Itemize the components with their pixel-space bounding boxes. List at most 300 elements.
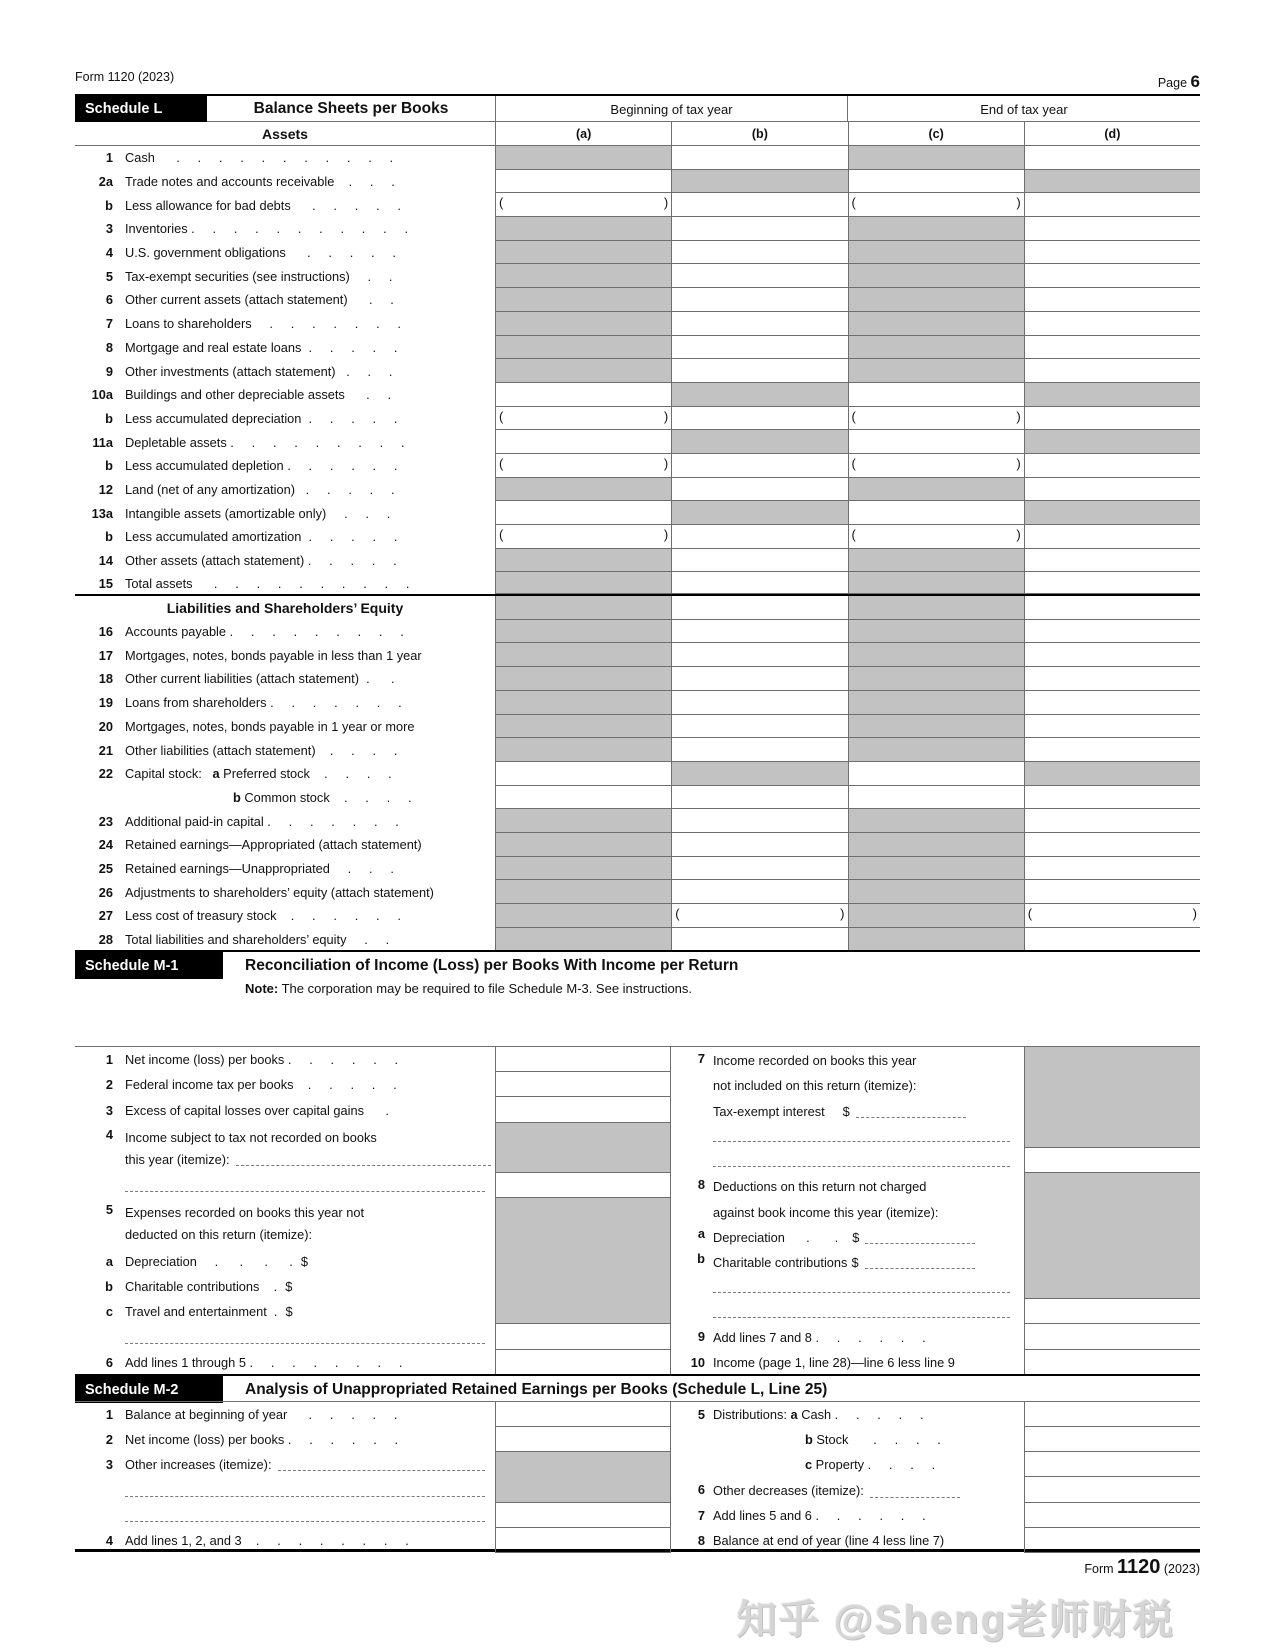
entry-cell[interactable] bbox=[1024, 880, 1200, 904]
entry-cell[interactable] bbox=[671, 217, 847, 241]
entry-cell[interactable] bbox=[848, 430, 1024, 454]
m2-line5b-entry[interactable] bbox=[1024, 1427, 1200, 1452]
m2-left-entry[interactable] bbox=[495, 1503, 671, 1528]
row-label-text: Less accumulated depletion . . . . . . bbox=[125, 458, 398, 474]
entry-cell[interactable]: ( ) bbox=[495, 407, 671, 431]
form-header-label: Form 1120 (2023) bbox=[75, 70, 175, 84]
entry-cell[interactable] bbox=[1024, 336, 1200, 360]
entry-cell[interactable] bbox=[495, 170, 671, 194]
schedule-l-row bbox=[75, 193, 1200, 217]
shaded-cell bbox=[495, 478, 671, 502]
schedule-l-row bbox=[75, 549, 1200, 573]
entry-cell[interactable] bbox=[671, 596, 847, 620]
row-number: 5 bbox=[105, 268, 113, 284]
row-label-text: Mortgages, notes, bonds payable in 1 year or more bbox=[125, 718, 415, 734]
shaded-cell bbox=[495, 146, 671, 170]
shaded-cell bbox=[495, 904, 671, 928]
m1-right-write-line-2[interactable] bbox=[713, 1148, 1024, 1173]
entry-cell[interactable]: ( ) bbox=[495, 193, 671, 217]
entry-cell[interactable] bbox=[1024, 312, 1200, 336]
schedule-l-row bbox=[75, 928, 1200, 952]
schedule-l-row bbox=[75, 336, 1200, 360]
shaded-cell bbox=[495, 809, 671, 833]
liabilities-section-header: Liabilities and Shareholders’ Equity bbox=[166, 599, 404, 616]
m2-line8-entry[interactable] bbox=[1024, 1528, 1200, 1553]
m1-line5-shaded-cell bbox=[495, 1198, 671, 1324]
row-label bbox=[75, 383, 495, 407]
row-label-text: Cash . . . . . . . . . . . bbox=[125, 150, 394, 166]
shaded-cell bbox=[671, 383, 847, 407]
shaded-cell bbox=[848, 857, 1024, 881]
shaded-cell bbox=[495, 928, 671, 952]
row-label bbox=[75, 146, 495, 170]
entry-cell[interactable] bbox=[671, 312, 847, 336]
row-label-text: Adjustments to shareholders’ equity (attach statement) bbox=[125, 884, 434, 900]
shaded-cell bbox=[671, 170, 847, 194]
m2-line6-number: 6 bbox=[697, 1482, 705, 1498]
entry-cell[interactable] bbox=[671, 478, 847, 502]
entry-cell[interactable] bbox=[1024, 857, 1200, 881]
m1-line7-label-2: not included on this return (itemize): bbox=[713, 1078, 917, 1094]
shaded-cell bbox=[495, 833, 671, 857]
row-number: 7 bbox=[105, 316, 113, 332]
m2-line5-number: 5 bbox=[697, 1407, 705, 1422]
schedule-l-row bbox=[75, 667, 1200, 691]
row-number: b bbox=[105, 197, 113, 213]
row-label bbox=[75, 786, 495, 810]
entry-cell[interactable] bbox=[1024, 549, 1200, 573]
schedule-l-row bbox=[75, 525, 1200, 549]
row-label bbox=[75, 501, 495, 525]
m2-left-write-line-1[interactable] bbox=[75, 1477, 495, 1502]
entry-cell[interactable] bbox=[671, 336, 847, 360]
m2-line7-number: 7 bbox=[697, 1507, 705, 1523]
m2-line5b-label: b Stock . . . . bbox=[805, 1432, 941, 1448]
entry-cell[interactable] bbox=[848, 383, 1024, 407]
m1-line6-label: 6 Add lines 1 through 5 . . . . . . . . bbox=[105, 1354, 403, 1370]
row-label-text: Mortgage and real estate loans . . . . . bbox=[125, 339, 398, 355]
entry-cell[interactable] bbox=[1024, 454, 1200, 478]
shaded-cell bbox=[495, 857, 671, 881]
entry-cell[interactable] bbox=[671, 643, 847, 667]
shaded-cell bbox=[848, 312, 1024, 336]
row-label bbox=[75, 454, 495, 478]
shaded-cell bbox=[1024, 383, 1200, 407]
m2-left-write-line-2[interactable] bbox=[75, 1503, 495, 1528]
schedule-l-row bbox=[75, 596, 1200, 620]
schedule-l-row bbox=[75, 715, 1200, 739]
entry-cell[interactable] bbox=[1024, 809, 1200, 833]
shaded-cell bbox=[848, 809, 1024, 833]
row-label-text: U.S. government obligations . . . . . bbox=[125, 245, 396, 261]
schedule-l-subheader-row bbox=[75, 122, 1200, 146]
row-label-text: b Common stock . . . . bbox=[233, 789, 412, 805]
schedule-l-body bbox=[75, 146, 1200, 951]
row-label bbox=[75, 904, 495, 928]
entry-cell[interactable] bbox=[671, 928, 847, 952]
entry-cell[interactable] bbox=[495, 762, 671, 786]
m1-line8-number: 8 bbox=[697, 1177, 705, 1193]
m1-line5c-label: c Travel and entertainment . $ bbox=[105, 1304, 293, 1320]
shaded-cell bbox=[848, 478, 1024, 502]
entry-cell[interactable] bbox=[1024, 146, 1200, 170]
m1-line8a-label: Depreciation . . $ bbox=[713, 1224, 1024, 1249]
row-number: 2a bbox=[98, 174, 113, 190]
schedule-l-row bbox=[75, 288, 1200, 312]
entry-cell[interactable] bbox=[848, 501, 1024, 525]
entry-cell[interactable]: ( ) bbox=[848, 454, 1024, 478]
entry-cell[interactable] bbox=[671, 407, 847, 431]
m2-line6-label: Other decreases (itemize): bbox=[713, 1477, 1024, 1502]
entry-cell[interactable] bbox=[1024, 193, 1200, 217]
m2-line8-label: Balance at end of year (line 4 less line 7) bbox=[713, 1532, 945, 1548]
m1-line5-label: 5 Expenses recorded on books this year not deducted on this return (itemize): bbox=[105, 1202, 365, 1243]
row-label bbox=[75, 525, 495, 549]
entry-cell[interactable] bbox=[1024, 572, 1200, 594]
schedule-l-title: Balance Sheets per Books bbox=[253, 100, 449, 117]
shaded-cell bbox=[848, 667, 1024, 691]
schedule-m1-badge: Schedule M-1 bbox=[75, 952, 223, 979]
entry-cell[interactable] bbox=[671, 620, 847, 644]
entry-cell[interactable] bbox=[671, 146, 847, 170]
note-label: Note: bbox=[245, 981, 279, 996]
entry-cell[interactable] bbox=[671, 715, 847, 739]
schedule-l-row bbox=[75, 241, 1200, 265]
m1-line9-label: Add lines 7 and 8 . . . . . . bbox=[713, 1329, 926, 1345]
shaded-cell bbox=[495, 359, 671, 383]
shaded-cell bbox=[495, 691, 671, 715]
entry-cell[interactable] bbox=[671, 241, 847, 265]
shaded-cell bbox=[848, 904, 1024, 928]
m1-left-write-line-2[interactable] bbox=[75, 1324, 495, 1349]
row-label bbox=[75, 336, 495, 360]
entry-cell[interactable] bbox=[671, 264, 847, 288]
entry-cell[interactable] bbox=[495, 430, 671, 454]
entry-cell[interactable] bbox=[1024, 620, 1200, 644]
assets-section-header: Assets bbox=[262, 126, 308, 142]
m2-line5a-entry[interactable] bbox=[1024, 1402, 1200, 1427]
shaded-cell bbox=[848, 336, 1024, 360]
row-label bbox=[75, 478, 495, 502]
column-header-d: (d) bbox=[1024, 122, 1200, 146]
shaded-cell bbox=[495, 880, 671, 904]
row-number: 14 bbox=[98, 553, 113, 569]
row-label-text: Loans from shareholders . . . . . . . bbox=[125, 695, 402, 711]
shaded-cell bbox=[848, 715, 1024, 739]
entry-cell[interactable] bbox=[848, 786, 1024, 810]
shaded-cell bbox=[848, 264, 1024, 288]
entry-cell[interactable] bbox=[671, 572, 847, 594]
schedule-m1-header-bar bbox=[75, 950, 1200, 977]
shaded-cell bbox=[848, 833, 1024, 857]
shaded-cell bbox=[495, 738, 671, 762]
row-number: 18 bbox=[98, 671, 113, 687]
row-number: b bbox=[105, 410, 113, 426]
shaded-cell bbox=[1024, 430, 1200, 454]
entry-cell[interactable] bbox=[495, 786, 671, 810]
entry-cell[interactable] bbox=[671, 549, 847, 573]
schedule-l-row bbox=[75, 264, 1200, 288]
m1-line9-number: 9 bbox=[697, 1329, 705, 1345]
schedule-l-row bbox=[75, 809, 1200, 833]
m1-line2-label: 2 Federal income tax per books . . . . . bbox=[105, 1077, 397, 1093]
page-header bbox=[75, 70, 1200, 92]
m2-line3-shaded-cell bbox=[495, 1452, 671, 1502]
shaded-cell bbox=[848, 596, 1024, 620]
row-label-text: Retained earnings—Unappropriated . . . bbox=[125, 860, 394, 876]
row-label bbox=[75, 620, 495, 644]
entry-cell[interactable] bbox=[671, 288, 847, 312]
row-label-text: Capital stock: a Preferred stock . . . . bbox=[125, 766, 392, 782]
row-label bbox=[75, 430, 495, 454]
entry-cell[interactable] bbox=[671, 525, 847, 549]
m1-right-entry[interactable] bbox=[1024, 1299, 1200, 1324]
m1-line8b-label: Charitable contributions $ bbox=[713, 1249, 1024, 1274]
row-label-text: Less allowance for bad debts . . . . . bbox=[125, 197, 401, 213]
row-number: 1 bbox=[105, 150, 113, 166]
shaded-cell bbox=[848, 572, 1024, 594]
entry-cell[interactable] bbox=[1024, 264, 1200, 288]
m1-line10-label: Income (page 1, line 28)—line 6 less line 9 bbox=[713, 1354, 955, 1370]
entry-cell[interactable]: ( ) bbox=[1024, 904, 1200, 928]
m1-line3-entry[interactable] bbox=[495, 1097, 671, 1122]
row-label bbox=[75, 833, 495, 857]
shaded-cell bbox=[495, 596, 671, 620]
entry-cell[interactable]: ( ) bbox=[848, 525, 1024, 549]
itemize-write-line[interactable] bbox=[278, 1470, 486, 1471]
watermark: 知乎 @Sheng老师财税 bbox=[736, 1598, 1175, 1642]
m1-line8b-number: b bbox=[697, 1250, 705, 1266]
schedule-l-header-row bbox=[75, 96, 1200, 122]
shaded-cell bbox=[848, 217, 1024, 241]
shaded-cell bbox=[848, 643, 1024, 667]
entry-cell[interactable] bbox=[671, 454, 847, 478]
row-label bbox=[75, 312, 495, 336]
row-number: 9 bbox=[105, 363, 113, 379]
m1-line7-label-1: Income recorded on books this year bbox=[713, 1053, 917, 1069]
entry-cell[interactable] bbox=[1024, 525, 1200, 549]
row-label-text: Depletable assets . . . . . . . . . bbox=[125, 434, 405, 450]
entry-cell[interactable] bbox=[1024, 288, 1200, 312]
row-label bbox=[75, 217, 495, 241]
entry-cell[interactable] bbox=[848, 170, 1024, 194]
m1-line8a-number: a bbox=[697, 1225, 705, 1241]
schedule-l-row bbox=[75, 430, 1200, 454]
row-number: 11a bbox=[92, 434, 113, 450]
schedule-l-row bbox=[75, 383, 1200, 407]
entry-cell[interactable]: ( ) bbox=[671, 904, 847, 928]
row-label-text: Other current liabilities (attach statement) . . bbox=[125, 671, 395, 687]
m1-left-entry[interactable] bbox=[495, 1173, 671, 1198]
row-label bbox=[75, 241, 495, 265]
row-number: 10a bbox=[91, 387, 113, 403]
entry-cell[interactable] bbox=[671, 359, 847, 383]
entry-cell[interactable] bbox=[671, 880, 847, 904]
column-header-b: (b) bbox=[671, 122, 847, 146]
schedule-m2-body bbox=[75, 1401, 1200, 1552]
m1-line7-taxexempt: Tax-exempt interest $ bbox=[713, 1097, 1024, 1122]
row-label-text: Intangible assets (amortizable only) . . . bbox=[125, 505, 391, 521]
m2-line4-label: 4 Add lines 1, 2, and 3 . . . . . . . . bbox=[105, 1532, 409, 1548]
row-label-text: Total assets . . . . . . . . . . bbox=[125, 575, 410, 591]
amount-write-line[interactable] bbox=[865, 1243, 975, 1244]
amount-write-line[interactable] bbox=[865, 1268, 975, 1269]
entry-cell[interactable] bbox=[1024, 833, 1200, 857]
row-label-text: Trade notes and accounts receivable . . . bbox=[125, 174, 395, 190]
entry-cell[interactable] bbox=[1024, 643, 1200, 667]
entry-cell[interactable] bbox=[671, 738, 847, 762]
entry-cell[interactable] bbox=[1024, 691, 1200, 715]
shaded-cell bbox=[495, 288, 671, 312]
m2-left-half bbox=[75, 1402, 671, 1553]
row-label-text: Less accumulated amortization . . . . . bbox=[125, 529, 398, 545]
schedule-l bbox=[75, 94, 1200, 951]
shaded-cell bbox=[495, 572, 671, 594]
m2-right-half bbox=[671, 1402, 1200, 1553]
row-number: 24 bbox=[98, 837, 113, 853]
m2-line6-entry[interactable] bbox=[1024, 1477, 1200, 1502]
row-number: 16 bbox=[98, 624, 113, 640]
entry-cell[interactable] bbox=[1024, 241, 1200, 265]
schedule-l-row bbox=[75, 620, 1200, 644]
entry-cell[interactable]: ( ) bbox=[848, 407, 1024, 431]
row-number: 21 bbox=[98, 742, 113, 758]
m1-line4-shaded-cell bbox=[495, 1123, 671, 1173]
row-number: 22 bbox=[98, 766, 113, 782]
entry-cell[interactable] bbox=[671, 809, 847, 833]
schedule-l-row bbox=[75, 146, 1200, 170]
entry-cell[interactable] bbox=[1024, 738, 1200, 762]
row-label-text: Mortgages, notes, bonds payable in less than 1 year bbox=[125, 647, 422, 663]
column-group-end: End of tax year bbox=[847, 96, 1200, 122]
m1-line10-number: 10 bbox=[690, 1354, 705, 1370]
schedule-l-row bbox=[75, 904, 1200, 928]
m1-line5b-label: b Charitable contributions . $ bbox=[105, 1279, 293, 1295]
entry-cell[interactable] bbox=[848, 762, 1024, 786]
entry-cell[interactable] bbox=[671, 667, 847, 691]
shaded-cell bbox=[848, 620, 1024, 644]
m1-line8-label-2: against book income this year (itemize): bbox=[713, 1204, 939, 1220]
row-number: 17 bbox=[98, 647, 113, 663]
row-number: b bbox=[105, 458, 113, 474]
row-number: 13a bbox=[91, 505, 113, 521]
row-number: 4 bbox=[105, 245, 113, 261]
shaded-cell bbox=[495, 620, 671, 644]
shaded-cell bbox=[848, 549, 1024, 573]
itemize-write-line[interactable] bbox=[236, 1165, 491, 1166]
schedule-m2-title: Analysis of Unappropriated Retained Earnings per Books (Schedule L, Line 25) bbox=[245, 1380, 828, 1398]
m1-line4-label: 4 Income subject to tax not recorded on books this year (itemize): bbox=[75, 1123, 495, 1173]
row-label-text: Inventories . . . . . . . . . . . bbox=[125, 221, 409, 237]
schedule-l-row bbox=[75, 691, 1200, 715]
m2-line2-label: 2 Net income (loss) per books . . . . . . bbox=[105, 1432, 399, 1448]
schedule-l-row bbox=[75, 454, 1200, 478]
row-label bbox=[75, 170, 495, 194]
m1-line1-entry[interactable] bbox=[495, 1047, 671, 1072]
amount-write-line[interactable] bbox=[856, 1117, 966, 1118]
entry-cell[interactable] bbox=[671, 691, 847, 715]
row-number: 25 bbox=[98, 860, 113, 876]
entry-cell[interactable] bbox=[671, 857, 847, 881]
entry-cell[interactable] bbox=[1024, 478, 1200, 502]
m1-line10-entry[interactable] bbox=[1024, 1350, 1200, 1375]
m2-line7-label: Add lines 5 and 6 . . . . . . bbox=[713, 1507, 926, 1523]
entry-cell[interactable]: ( ) bbox=[495, 454, 671, 478]
row-label bbox=[75, 762, 495, 786]
m1-right-write-line-3[interactable] bbox=[713, 1274, 1024, 1299]
m2-line7-entry[interactable] bbox=[1024, 1503, 1200, 1528]
row-label bbox=[75, 667, 495, 691]
schedule-l-row bbox=[75, 572, 1200, 596]
row-number: 26 bbox=[98, 884, 113, 900]
row-label-text: Tax-exempt securities (see instructions) . . bbox=[125, 268, 393, 284]
m2-line5c-entry[interactable] bbox=[1024, 1452, 1200, 1477]
m2-line3-label: 3 Other increases (itemize): bbox=[75, 1452, 495, 1477]
itemize-write-line[interactable] bbox=[870, 1497, 960, 1498]
shaded-cell bbox=[495, 217, 671, 241]
row-label bbox=[75, 928, 495, 952]
row-label bbox=[75, 572, 495, 594]
m1-line2-entry[interactable] bbox=[495, 1072, 671, 1097]
entry-cell[interactable] bbox=[1024, 407, 1200, 431]
m1-left-write-line-1[interactable] bbox=[75, 1173, 495, 1198]
entry-cell[interactable] bbox=[671, 786, 847, 810]
entry-cell[interactable] bbox=[1024, 217, 1200, 241]
shaded-cell bbox=[671, 762, 847, 786]
schedule-l-row bbox=[75, 880, 1200, 904]
entry-cell[interactable] bbox=[671, 193, 847, 217]
m2-line8-number: 8 bbox=[697, 1532, 705, 1548]
row-label-text: Other assets (attach statement) . . . . . bbox=[125, 553, 397, 569]
schedule-m1-note: Note: The corporation may be required to file Schedule M-3. See instructions. bbox=[245, 981, 693, 996]
shaded-cell bbox=[848, 691, 1024, 715]
entry-cell[interactable] bbox=[495, 501, 671, 525]
entry-cell[interactable] bbox=[671, 833, 847, 857]
schedule-m1-title: Reconciliation of Income (Loss) per Books With Income per Return bbox=[245, 956, 739, 974]
m1-line7-number: 7 bbox=[697, 1051, 705, 1066]
entry-cell[interactable] bbox=[1024, 786, 1200, 810]
row-label bbox=[75, 715, 495, 739]
entry-cell[interactable] bbox=[1024, 359, 1200, 383]
row-label bbox=[75, 193, 495, 217]
row-label bbox=[75, 738, 495, 762]
entry-cell[interactable]: ( ) bbox=[848, 193, 1024, 217]
shaded-cell bbox=[495, 336, 671, 360]
entry-cell[interactable] bbox=[1024, 667, 1200, 691]
row-label-text: Additional paid-in capital . . . . . . . bbox=[125, 813, 399, 829]
shaded-cell bbox=[495, 667, 671, 691]
entry-cell[interactable] bbox=[1024, 596, 1200, 620]
m1-left-entry[interactable] bbox=[495, 1324, 671, 1349]
entry-cell[interactable] bbox=[1024, 715, 1200, 739]
m2-line4-entry[interactable] bbox=[495, 1528, 671, 1553]
m2-line1-entry[interactable] bbox=[495, 1402, 671, 1427]
entry-cell[interactable] bbox=[1024, 928, 1200, 952]
entry-cell[interactable] bbox=[495, 383, 671, 407]
m1-line9-entry[interactable] bbox=[1024, 1324, 1200, 1349]
m1-right-entry[interactable] bbox=[1024, 1148, 1200, 1173]
row-number: 28 bbox=[98, 932, 113, 948]
m1-right-write-line-1[interactable] bbox=[713, 1123, 1024, 1148]
m2-line2-entry[interactable] bbox=[495, 1427, 671, 1452]
m1-line1-label: 1 Net income (loss) per books . . . . . . bbox=[105, 1052, 399, 1068]
entry-cell[interactable]: ( ) bbox=[495, 525, 671, 549]
m1-line6-entry[interactable] bbox=[495, 1350, 671, 1375]
m1-right-write-line-4[interactable] bbox=[713, 1299, 1024, 1324]
column-header-a: (a) bbox=[495, 122, 671, 146]
row-label bbox=[75, 857, 495, 881]
row-label-text: Buildings and other depreciable assets . . bbox=[125, 387, 392, 403]
